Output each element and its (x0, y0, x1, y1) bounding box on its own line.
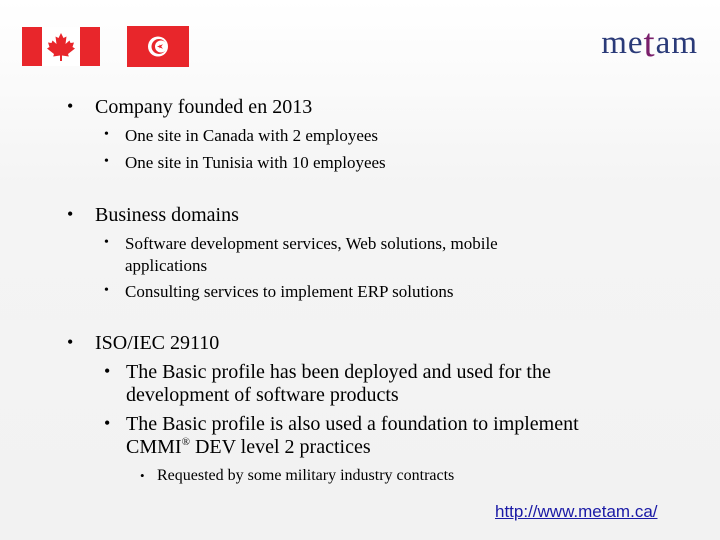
tunisia-flag-icon (127, 26, 189, 67)
sub-bullet-software-services-cont: applications (125, 256, 208, 275)
sub-bullet-basic-profile-deployed-cont: development of software products (126, 384, 399, 406)
sub-bullet-text: The Basic profile has been deployed and used for the (126, 361, 551, 383)
canada-flag-icon (22, 27, 100, 66)
bullet-text: Business domains (95, 204, 239, 226)
sub-bullet-text: Consulting services to implement ERP solutions (125, 282, 454, 301)
sub-sub-bullet-text: Requested by some military industry contracts (157, 467, 455, 484)
registered-mark: ® (181, 436, 190, 448)
bullet-marker: • (67, 96, 74, 116)
sub-bullet-text: One site in Tunisia with 10 employees (125, 153, 386, 172)
sub-bullet-text: Software development services, Web solutions, mobile (125, 234, 498, 253)
metam-logo: metam (601, 20, 698, 65)
bullet-text: ISO/IEC 29110 (95, 332, 220, 354)
bullet-text: Company founded en 2013 (95, 96, 313, 118)
sub-bullet-text: One site in Canada with 2 employees (125, 126, 379, 145)
metam-website-link[interactable]: http://www.metam.ca/ (495, 502, 658, 521)
sub-bullet-text: The Basic profile is also used a foundation to implement (126, 413, 579, 435)
sub-bullet-basic-profile-foundation-cont: CMMI® DEV level 2 practices (126, 436, 371, 458)
slide: metam • Company founded en 2013 • One site in Canada with 2 employees • One site in Tunisia with 10 employees • Business domains • Software development services, Web solutions, mobile applications • Consulting services to implement ERP solutions • ISO/IEC 29110 • The Basic profile has been deployed and used for the development of software products • The Basic profile is also used a foundation to implement CMMI® DEV level 2 practices • Requested by some military industry contracts http://www.metam.ca/ (0, 0, 720, 540)
